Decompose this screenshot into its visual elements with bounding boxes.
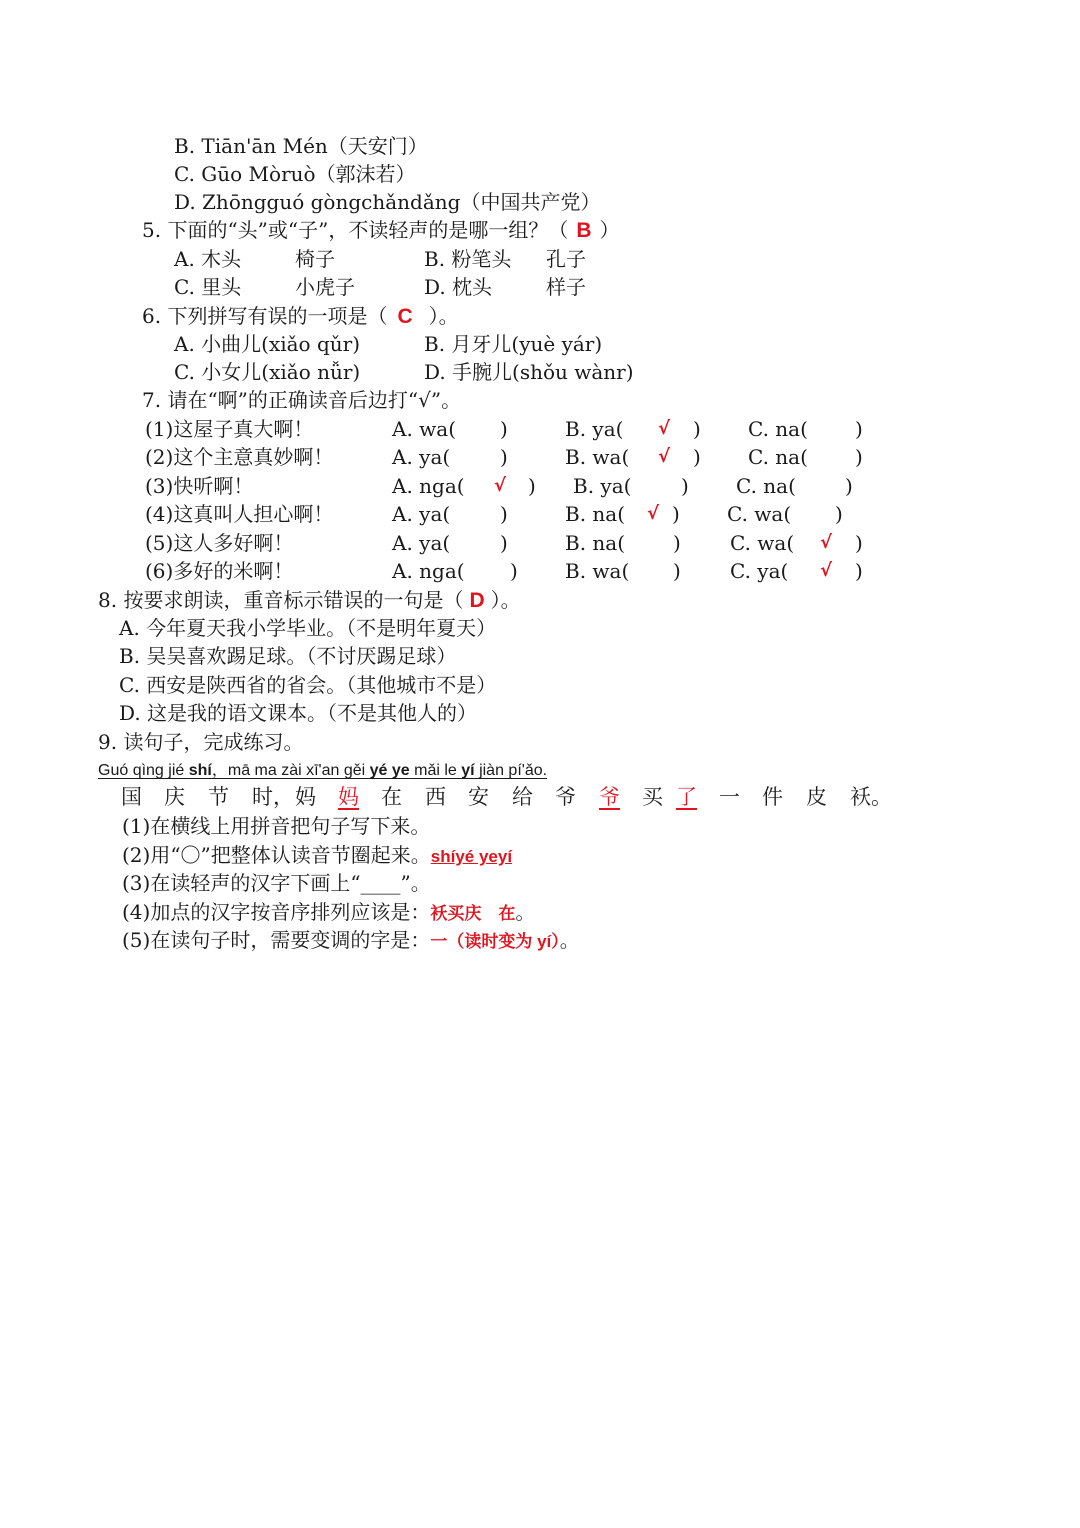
q7-row-sentence: (3)快听啊！ [145, 474, 254, 498]
q7-row-1 [145, 415, 875, 443]
sentence-char: 庆 [164, 785, 185, 809]
q7-check-mark: √ [494, 475, 507, 496]
q7-question: 7. 请在“啊”的正确读音后边打“√”。 [142, 388, 462, 412]
q6-question [142, 302, 459, 331]
q7-option-b: B. na( [565, 531, 626, 555]
pinyin-bold: yé ye [369, 762, 410, 779]
q7-option-c-close: ) [845, 474, 853, 498]
q7-row-sentence: (6)多好的米啊！ [145, 559, 294, 583]
sentence-char-neutral-tone: 爷 [599, 785, 620, 809]
q4-option-d: D. Zhōngguó gòngchǎndǎng（中国共产党） [174, 190, 601, 214]
q5-close: ） [599, 218, 620, 242]
q7-check-mark: √ [658, 446, 671, 467]
q4-option-c: C. Gūo Mòruò（郭沫若） [174, 162, 416, 186]
q5-answer: B [576, 219, 592, 242]
q7-option-b-close: ) [693, 445, 701, 469]
q7-option-b-close: ) [673, 559, 681, 583]
sentence-char: 安 [468, 785, 489, 809]
q7-option-c: C. na( [736, 474, 796, 498]
q7-option-c-close: ) [855, 417, 863, 441]
q7-row-sentence: (1)这屋子真大啊！ [145, 417, 314, 441]
q7-check-mark: √ [820, 560, 833, 581]
q5-option-b-word2: 孔子 [546, 247, 586, 271]
q9-task-5-text: (5)在读句子时，需要变调的字是： [122, 928, 431, 952]
q7-row-4 [145, 500, 875, 528]
q5-option-c: C. 里头 [174, 275, 242, 299]
q5-options-row-1 [174, 245, 634, 273]
q5-question [142, 216, 620, 245]
q7-option-c-close: ) [855, 445, 863, 469]
q7-row-3 [145, 472, 875, 500]
sentence-char-neutral-tone: 妈 [338, 785, 359, 809]
q5-option-d: D. 枕头 [424, 275, 493, 299]
q9-task-5 [122, 926, 580, 956]
sentence-char: 在 [381, 785, 402, 809]
q6-option-a: A. 小曲儿(xiǎo qǔr) [174, 332, 361, 356]
q7-option-a: A. nga( [392, 474, 465, 498]
q7-option-b-close: ) [681, 474, 689, 498]
q9-task-1: (1)在横线上用拼音把句子写下来。 [122, 814, 431, 838]
q7-check-mark: √ [658, 418, 671, 439]
q6-options-row-2 [174, 358, 674, 386]
q7-row-sentence: (2)这个主意真妙啊！ [145, 445, 334, 469]
q5-stem: 5. 下面的“头”或“子”，不读轻声的是哪一组？（ [142, 218, 569, 242]
q7-option-b: B. ya( [565, 417, 624, 441]
sentence-char: 皮 [806, 785, 827, 809]
q4-option-b: B. Tiān'ān Mén（天安门） [174, 134, 428, 158]
q6-close: ）。 [428, 304, 459, 328]
q7-option-c-close: ) [855, 531, 863, 555]
q9-task-2-text: (2)用“〇”把整体认读音节圈起来。 [122, 843, 431, 867]
q7-row-5 [145, 529, 875, 557]
q7-option-b: B. wa( [565, 559, 630, 583]
q7-option-c-close: ) [855, 559, 863, 583]
q7-row-6 [145, 557, 875, 585]
sentence-char: 给 [512, 785, 533, 809]
q6-answer: C [397, 305, 413, 328]
q6-stem: 6. 下列拼写有误的一项是（ [142, 304, 388, 328]
sentence-char-neutral-tone: 了 [676, 785, 697, 809]
q7-option-b: B. wa( [565, 445, 630, 469]
sentence-char: 爷 [555, 785, 576, 809]
q7-check-mark: √ [820, 532, 833, 553]
q8-option-d: D. 这是我的语文课本。（不是其他人的） [119, 701, 478, 725]
q7-option-b-close: ) [673, 531, 681, 555]
q8-stem: 8. 按要求朗读，重音标示错误的一句是（ [98, 588, 464, 612]
q7-option-b: B. na( [565, 502, 626, 526]
q7-option-c: C. wa( [730, 531, 795, 555]
pinyin-bold: shí [188, 762, 212, 779]
q9-task-5-end: 。 [559, 928, 580, 952]
q7-option-c: C. na( [748, 445, 808, 469]
q9-pinyin-line [98, 757, 547, 785]
q5-option-d-word2: 样子 [546, 275, 586, 299]
q5-option-c-word2: 小虎子 [295, 275, 355, 299]
q7-check-mark: √ [647, 503, 660, 524]
q9-task-2-answer: shíyé yeyí [430, 847, 513, 866]
q9-task-5-answer: 一（读时变为 yí） [430, 932, 560, 951]
q8-option-c: C. 西安是陕西省的省会。（其他城市不是） [119, 673, 497, 697]
q5-option-a-word2: 椅子 [295, 247, 335, 271]
sentence-char: 妈 [295, 785, 316, 809]
q7-option-a-close: ) [500, 531, 508, 555]
q5-option-b: B. 粉笔头 [424, 247, 512, 271]
q7-option-b-close: ) [693, 417, 701, 441]
pinyin-segment: jiàn pí'ǎo. [474, 762, 548, 779]
q5-option-a: A. 木头 [174, 247, 242, 271]
pinyin-segment: mǎi le [409, 762, 462, 779]
q7-option-a-close: ) [500, 445, 508, 469]
sentence-char: 节 [208, 785, 229, 809]
q7-row-sentence: (5)这人多好啊！ [145, 531, 294, 555]
q7-option-a-close: ) [500, 417, 508, 441]
q8-question [98, 586, 521, 615]
q7-option-a: A. ya( [392, 445, 451, 469]
q7-option-a: A. ya( [392, 502, 451, 526]
q7-option-b-close: ) [672, 502, 680, 526]
q9-task-3: (3)在读轻声的汉字下画上“____”。 [122, 871, 431, 895]
sentence-char: 一 [719, 785, 740, 809]
q9-task-4-answer: 袄买庆 在 [430, 904, 516, 923]
q7-row-2 [145, 443, 875, 471]
q7-option-b: B. ya( [573, 474, 632, 498]
q9-task-4-end: 。 [515, 900, 536, 924]
q7-row-sentence: (4)这真叫人担心啊！ [145, 502, 334, 526]
q7-option-c: C. wa( [727, 502, 792, 526]
pinyin-segment: ，mā ma zài xī'an gěi [211, 762, 370, 779]
sentence-char: 袄。 [850, 785, 892, 809]
q9-task-4 [122, 898, 535, 928]
q7-option-a: A. nga( [392, 559, 465, 583]
q7-option-c: C. na( [748, 417, 808, 441]
q9-task-4-text: (4)加点的汉字按音序排列应该是： [122, 900, 431, 924]
q8-answer: D [469, 589, 485, 612]
q7-option-a: A. wa( [392, 417, 457, 441]
q9-question: 9. 读句子，完成练习。 [98, 730, 304, 754]
sentence-char: 件 [762, 785, 783, 809]
q7-option-a: A. ya( [392, 531, 451, 555]
q6-option-b: B. 月牙儿(yuè yár) [424, 332, 603, 356]
q6-option-c: C. 小女儿(xiǎo nǚr) [174, 360, 361, 384]
pinyin-bold: yí [461, 762, 475, 779]
sentence-char: 买 [642, 785, 663, 809]
q8-close: ）。 [490, 588, 521, 612]
pinyin-segment: Guó qìng jié [98, 762, 189, 779]
q8-option-b: B. 吴吴喜欢踢足球。（不讨厌踢足球） [119, 644, 457, 668]
q7-option-c: C. ya( [730, 559, 789, 583]
q7-option-a-close: ) [510, 559, 518, 583]
sentence-char: 国 [121, 785, 142, 809]
sentence-char: 西 [425, 785, 446, 809]
q9-task-2 [122, 841, 512, 871]
q7-option-a-close: ) [500, 502, 508, 526]
sentence-char: 时， [252, 785, 294, 809]
q5-options-row-2 [174, 273, 634, 301]
q8-option-a: A. 今年夏天我小学毕业。（不是明年夏天） [119, 616, 497, 640]
q7-option-c-close: ) [835, 502, 843, 526]
q6-options-row-1 [174, 330, 674, 358]
q6-option-d: D. 手腕儿(shǒu wànr) [424, 360, 634, 384]
q7-option-a-close: ) [528, 474, 536, 498]
